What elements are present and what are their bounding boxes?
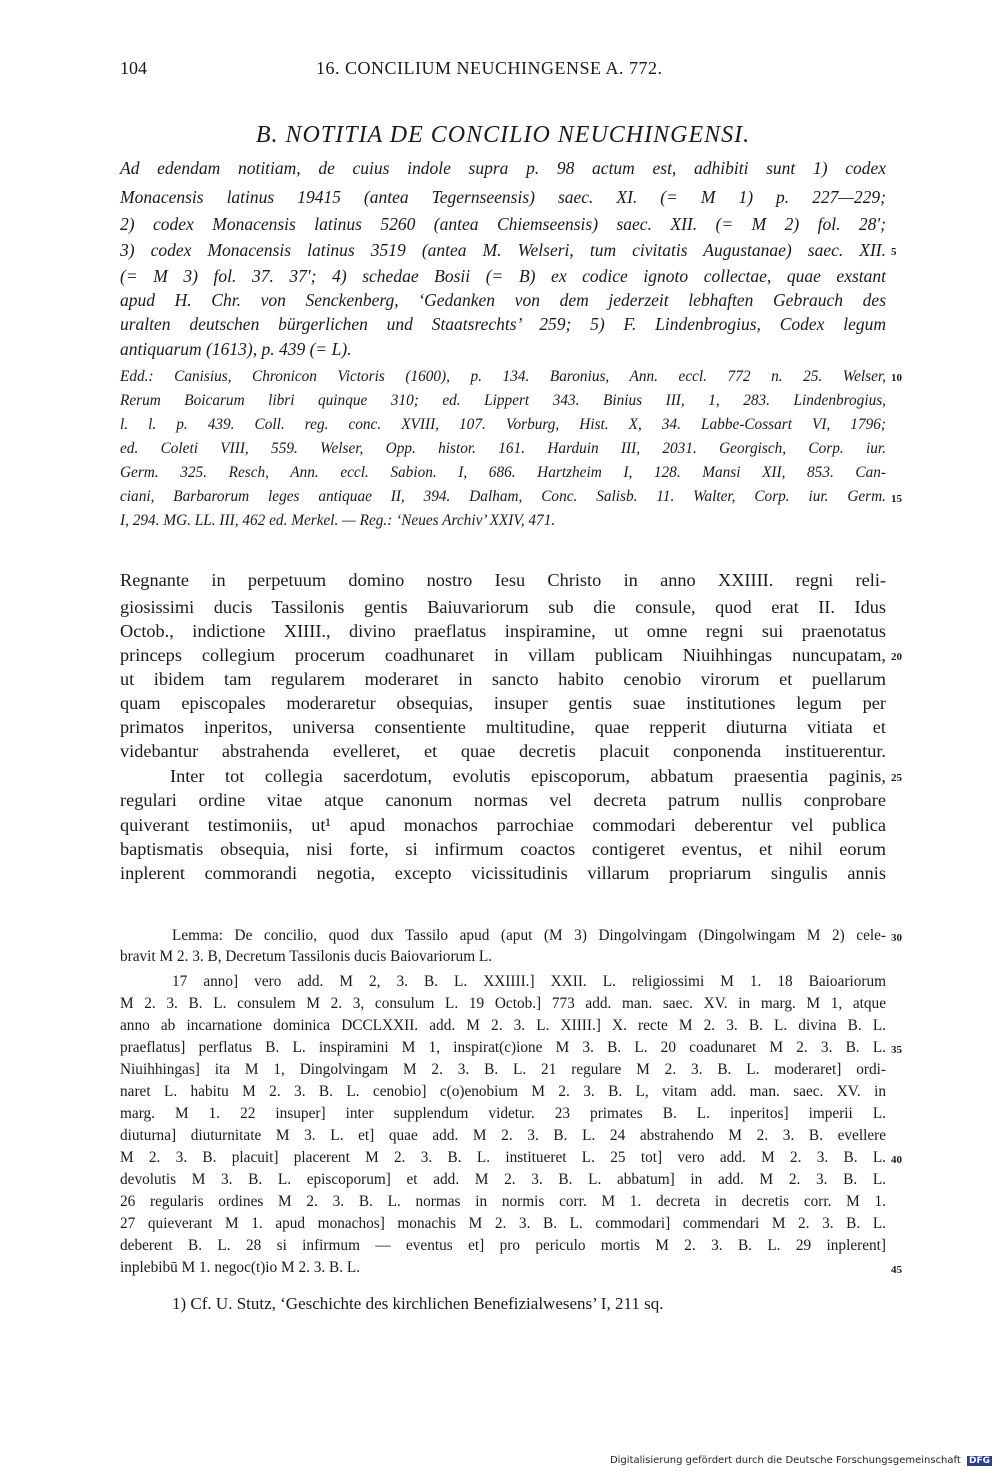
apparatus-line: M 2. 3. B. placuit] placerent M 2. 3. B. L. institueret L. 25 tot] vero add. M 2. 3. B. L. [120, 1149, 886, 1166]
editions-line: Germ. 325. Resch, Ann. eccl. Sabion. I, 686. Hartzheim I, 128. Mansi XII, 853. Can- [120, 464, 886, 481]
apparatus-line: inplebibū M 1. negoc(t)io M 2. 3. B. L. [120, 1259, 361, 1276]
editions-line: Edd.: Canisius, Chronicon Victoris (1600), p. 134. Baronius, Ann. eccl. 772 n. 25. Welser, [120, 368, 886, 385]
line-number: 20 [891, 651, 902, 663]
line-number: 15 [891, 493, 902, 505]
editions-line: I, 294. MG. LL. III, 462 ed. Merkel. — Reg.: ‘Neues Archiv’ XXIV, 471. [120, 512, 556, 529]
apparatus-line: Lemma: De concilio, quod dux Tassilo apud (aput (M 3) Dingolvingam (Dingolwingam M 2) cele- [172, 927, 886, 944]
apparatus-line: bravit M 2. 3. B, Decretum Tassilonis ducis Baiovariorum L. [120, 948, 493, 965]
editions-line: ciani, Barbarorum leges antiquae II, 394. Dalham, Conc. Salisb. 11. Walter, Corp. iur. Germ. [120, 488, 886, 505]
apparatus-line: deberent B. L. 28 si infirmum — eventus et] pro periculo mortis M 2. 3. B. L. 29 inplerent] [120, 1237, 886, 1254]
text-line: primatos inperitos, universa consentiente multitudine, quae repperit diuturna vitiata et [120, 717, 886, 737]
text-line: videbantur abstrahenda evelleret, et quae decretis placuit conponenda instituerentur. [120, 741, 886, 761]
text-line: inplerent commorandi negotia, excepto vicissitudinis villarum propriarum singulis annis [120, 863, 886, 883]
apparatus-line: 27 quieverant M 1. apud monachos] monachis M 2. 3. B. L. commodari] commendari M 2. 3. B. L. [120, 1215, 886, 1232]
line-number: 35 [891, 1044, 902, 1056]
apparatus-line: anno ab incarnatione dominica DCCLXXII. add. M 2. 3. L. XIIII.] X. recte M 2. 3. B. L. divina B. L. [120, 1017, 886, 1034]
text-line: quam episcopales moderaretur obsequias, insuper gentis suae institutiones legum per [120, 693, 886, 713]
section-title: B. NOTITIA DE CONCILIO NEUCHINGENSI. [255, 122, 751, 148]
apparatus-line: 17 anno] vero add. M 2, 3. B. L. XXIIII.] XXII. L. religiossimi M 1. 18 Baioariorum [172, 973, 886, 990]
intro-line: apud H. Chr. von Senckenberg, ‘Gedanken von dem jederzeit lebhaften Gebrauch des [120, 290, 886, 310]
line-number: 40 [891, 1154, 902, 1166]
apparatus-line: 26 regularis ordines M 2. 3. B. L. normas in normis corr. M 1. decreta in decretis corr. M 1. [120, 1193, 886, 1210]
apparatus-line: Niuihhingas] ita M 1, Dingolvingam M 2. 3. B. L. 21 regulare M 2. 3. B. L. moderaret] ordi- [120, 1061, 886, 1078]
editions-line: Rerum Boicarum libri quinque 310; ed. Lippert 343. Binius III, 1, 283. Lindenbrogius, [120, 392, 886, 409]
text-line: Regnante in perpetuum domino nostro Iesu Christo in anno XXIIII. regni reli- [120, 570, 886, 590]
text-line: baptismatis obsequia, nisi forte, si infirmum coactos contigeret eventus, et nihil eorum [120, 839, 886, 859]
intro-line: Monacensis latinus 19415 (antea Tegernseensis) saec. XI. (= M 1) p. 227—229; [120, 187, 886, 207]
page-header [120, 58, 886, 84]
line-number: 10 [891, 372, 902, 384]
line-number: 25 [891, 772, 902, 784]
text-line: giosissimi ducis Tassilonis gentis Baiuvariorum sub die consule, quod erat II. Idus [120, 597, 886, 617]
text-line: princeps collegium procerum coadhunaret in villam publicam Niuihhingas nuncupatam, [120, 645, 886, 665]
text-line: ut ibidem tam regularem moderaret in sancto habito cenobio virorum et puellarum [120, 669, 886, 689]
digitization-credit [610, 1455, 992, 1466]
text-line: quiverant testimoniis, ut¹ apud monachos parrochiae commodari deberentur vel publica [120, 815, 886, 835]
apparatus-line: praeflatus] perflatus B. L. inspiramini M 1, inspirat(c)ione M 3. B. L. 20 coadunaret M 2. 3. B. L. [120, 1039, 886, 1056]
page-number: 104 [120, 58, 147, 78]
intro-line: Ad edendam notitiam, de cuius indole supra p. 98 actum est, adhibiti sunt 1) codex [120, 158, 886, 178]
text-line: regulari ordine vitae atque canonum normas vel decreta patrum nullis conprobare [120, 790, 886, 810]
intro-line: 3) codex Monacensis latinus 3519 (antea M. Welseri, tum civitatis Augustanae) saec. XII. [120, 240, 886, 260]
apparatus-line: marg. M 1. 22 insuper] inter supplendum videtur. 23 primates B. L. inperitos] imperii L. [120, 1105, 886, 1122]
intro-line: uralten deutschen bürgerlichen und Staatsrechts’ 259; 5) F. Lindenbrogius, Codex legum [120, 314, 886, 334]
editions-line: ed. Coleti VIII, 559. Welser, Opp. histor. 161. Harduin III, 2031. Georgisch, Corp. iur. [120, 440, 886, 457]
line-number: 5 [891, 246, 897, 258]
dfg-logo: DFG [968, 1456, 990, 1466]
footnote: 1) Cf. U. Stutz, ‘Geschichte des kirchlichen Benefizialwesens’ I, 211 sq. [172, 1294, 664, 1313]
apparatus-line: devolutis M 3. B. L. episcoporum] et add. M 2. 3. B. L. abbatum] in add. M 2. 3. B. L. [120, 1171, 886, 1188]
line-number: 30 [891, 932, 902, 944]
editions-line: l. l. p. 439. Coll. reg. conc. XVIII, 107. Vorburg, Hist. X, 34. Labbe-Cossart VI, 1796; [120, 416, 886, 433]
apparatus-line: naret L. habitu M 2. 3. B. L. cenobio] c(o)enobium M 2. 3. B. L, vitam add. man. saec. XV. in [120, 1083, 886, 1100]
running-title: 16. CONCILIUM NEUCHINGENSE A. 772. [316, 58, 663, 78]
apparatus-line: M 2. 3. B. L. consulem M 2. 3, consulum L. 19 Octob.] 773 add. man. saec. XV. in marg. M 1, atque [120, 995, 886, 1012]
intro-line: antiquarum (1613), p. 439 (= L). [120, 339, 352, 359]
intro-line: 2) codex Monacensis latinus 5260 (antea Chiemseensis) saec. XII. (= M 2) fol. 28'; [120, 214, 886, 234]
credit-text: Digitalisierung gefördert durch die Deutsche Forschungsgemeinschaft [609, 1455, 961, 1466]
text-line: Octob., indictione XIIII., divino praeflatus inspiramine, ut omne regni sui praenotatus [120, 621, 886, 641]
text-line: Inter tot collegia sacerdotum, evolutis episcoporum, abbatum praesentia paginis, [170, 766, 886, 786]
apparatus-line: diuturna] diuturnitate M 3. L. et] quae add. M 2. 3. B. L. 24 abstrahendo M 2. 3. B. evellere [120, 1127, 886, 1144]
line-number: 45 [891, 1264, 902, 1276]
intro-line: (= M 3) fol. 37. 37'; 4) schedae Bosii (= B) ex codice ignoto collectae, quae exstant [120, 266, 886, 286]
